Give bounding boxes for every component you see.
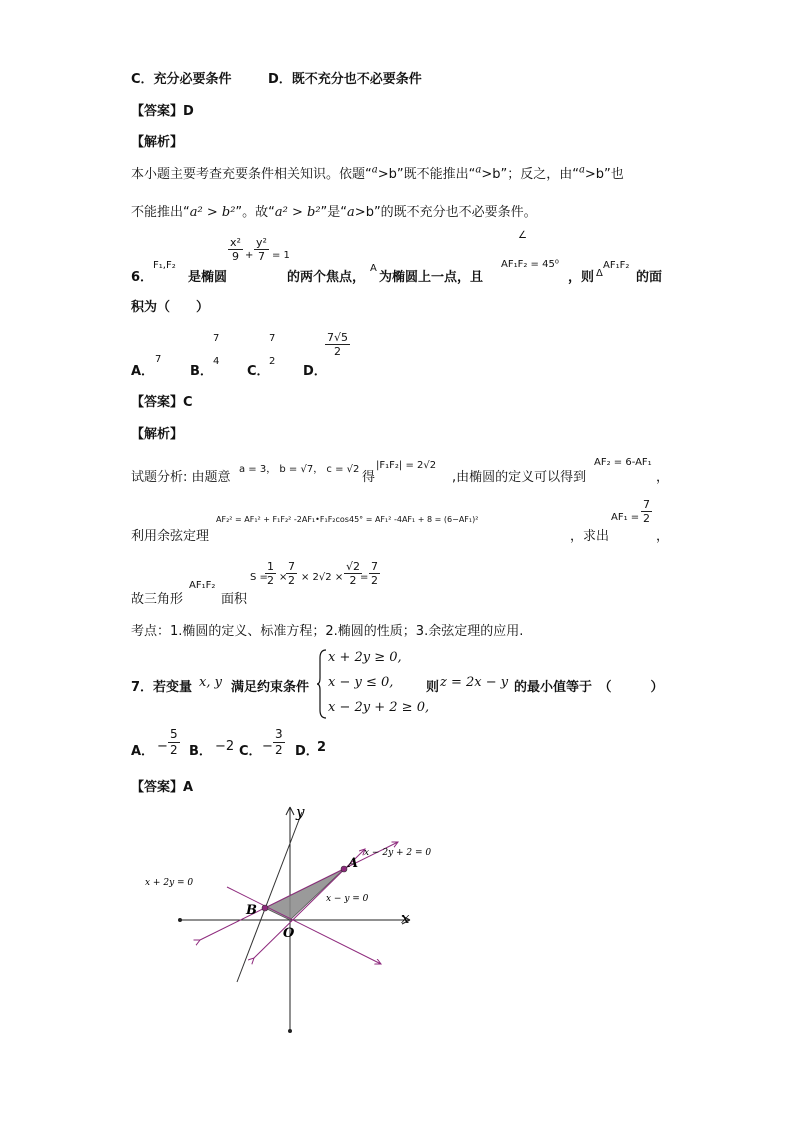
answer-line-3 bbox=[131, 776, 193, 795]
option-c: C．充分必要条件 bbox=[131, 72, 232, 87]
ellipse-y-fraction: $\frac{\text{y²}}{7}$ bbox=[256, 236, 267, 263]
sol-text-1: 试题分析: 由题意 bbox=[131, 470, 231, 485]
q6-text-6: 积为（ ） bbox=[131, 300, 210, 315]
explanation-line-1 bbox=[131, 163, 624, 182]
expl-text: >b”的既不充分也不必要条件。 bbox=[354, 205, 537, 220]
sol-text-6: 故三角形 bbox=[131, 592, 184, 607]
q6-number: 6． bbox=[131, 270, 154, 285]
q6-option-b-num: 7 bbox=[213, 333, 220, 344]
q7-text-3: 的最小值等于 （ ） bbox=[514, 680, 664, 695]
q6-option-d-label: D． bbox=[303, 364, 327, 379]
line1-label: x − 2y + 2 = 0 bbox=[364, 848, 432, 858]
q6-option-c-den: 2 bbox=[269, 356, 276, 367]
origin-label: O bbox=[283, 926, 295, 941]
expl-text: 本小题主要考查充要条件相关知识。依题“ bbox=[131, 167, 372, 182]
sol-frac-2: $\frac{7}{2}$ bbox=[288, 560, 295, 587]
x-axis-start-dot bbox=[178, 918, 182, 922]
answer-value: A bbox=[183, 780, 194, 795]
q7-option-a-fraction: $\frac{5}{2}$ bbox=[170, 727, 178, 757]
answer-label: 【答案】 bbox=[131, 395, 184, 410]
sol-given: a = 3， b = √7， c = √2 bbox=[239, 464, 360, 475]
ellipse-x-fraction: $\frac{\text{x²}}{9}$ bbox=[230, 236, 241, 263]
q6-text-5: 的面 bbox=[636, 270, 663, 285]
answer-value: C bbox=[183, 395, 193, 410]
q7-vars: x, y bbox=[199, 675, 222, 690]
var-a: a bbox=[578, 164, 585, 176]
y-axis-label: y bbox=[296, 803, 305, 821]
angle-expression: AF₁F₂ = 45⁰ bbox=[501, 259, 559, 270]
option-d: D．既不充分也不必要条件 bbox=[268, 72, 422, 87]
ellipse-eq: = 1 bbox=[272, 250, 290, 261]
sol-times-2: × 2√2 × bbox=[301, 572, 344, 583]
q6-option-b-den: 4 bbox=[213, 356, 220, 367]
q7-text-2: 则 bbox=[426, 680, 440, 695]
triangle-expression: AF₁F₂ bbox=[603, 260, 630, 271]
q7-option-c-label: C． bbox=[239, 744, 262, 759]
sol-text-2: 得 bbox=[362, 470, 376, 485]
q6-foci: F₁,F₂ bbox=[153, 260, 176, 271]
point-b-label: B bbox=[246, 903, 257, 918]
q7-option-b-value: −2 bbox=[215, 739, 235, 754]
answer-line-1 bbox=[131, 100, 194, 119]
kaodian: 考点：1.椭圆的定义、标准方程；2.椭圆的性质；3.余弦定理的应用. bbox=[131, 624, 524, 639]
q7-objective: z = 2x − y bbox=[440, 675, 509, 690]
expl-text: 不能推出“ bbox=[131, 205, 190, 220]
constraint-1: x + 2y ≥ 0, bbox=[328, 650, 402, 665]
constraint-3: x − 2y + 2 ≥ 0, bbox=[328, 700, 430, 715]
sol-af1-fraction: $\frac{7}{2}$ bbox=[643, 498, 650, 525]
point-b-dot bbox=[262, 905, 268, 911]
sol-text-5: ，求出 bbox=[570, 529, 610, 544]
q6-text-2: 的两个焦点， bbox=[287, 270, 366, 285]
sol-af1: AF₁ = bbox=[611, 512, 640, 523]
constraint-2: x − y ≤ 0, bbox=[328, 675, 394, 690]
sol-text-4: 利用余弦定理 bbox=[131, 529, 210, 544]
y-axis-end-dot bbox=[288, 1029, 292, 1033]
sol-equals: = bbox=[360, 572, 369, 583]
q7-option-a-sign: − bbox=[157, 739, 168, 754]
q7-option-c-fraction: $\frac{3}{2}$ bbox=[275, 727, 283, 757]
var-a: a bbox=[371, 164, 378, 176]
expl-text: >b”；反之，由“ bbox=[481, 167, 579, 182]
sol-comma-2: ， bbox=[656, 529, 670, 544]
point-a-dot bbox=[341, 866, 347, 872]
x-axis-label: x bbox=[401, 909, 410, 927]
sol-times-1: × bbox=[279, 572, 288, 583]
answer-label: 【答案】 bbox=[131, 104, 184, 119]
plus-sign: + bbox=[245, 250, 254, 261]
q6-option-c-label: C． bbox=[247, 364, 270, 379]
q6-option-a-label: A． bbox=[131, 364, 155, 379]
angle-symbol: ∠ bbox=[518, 230, 527, 241]
q6-option-c-num: 7 bbox=[269, 333, 276, 344]
answer-line-2 bbox=[131, 391, 193, 410]
analysis-label-2: 【解析】 bbox=[131, 427, 184, 442]
q6-option-a-value: 7 bbox=[155, 354, 162, 365]
var-a: a bbox=[475, 164, 482, 176]
q6-text-1: 是椭圆 bbox=[188, 270, 228, 285]
sol-frac-4: $\frac{7}{2}$ bbox=[371, 560, 378, 587]
q7-text-1: 满足约束条件 bbox=[231, 680, 310, 695]
sol-cosine-law: AF₂² = AF₁² + F₁F₂² -2AF₁•F₁F₂cos45° = AF₁² -4AF₁ + 8 = (6−AF₁)² bbox=[216, 515, 479, 524]
q7-number: 7．若变量 bbox=[131, 680, 193, 695]
sol-text-7: 面积 bbox=[221, 592, 248, 607]
q6-text-3: 为椭圆上一点，且 bbox=[379, 270, 484, 285]
expl-text: >b”也 bbox=[584, 167, 624, 182]
q6-text-4: ，则 bbox=[568, 270, 595, 285]
sol-frac-1: $\frac{1}{2}$ bbox=[267, 560, 274, 587]
sol-triangle: AF₁F₂ bbox=[189, 580, 216, 591]
analysis-label-1: 【解析】 bbox=[131, 135, 184, 150]
expl-text: ”是“ bbox=[320, 205, 348, 220]
expr-a2b2: a² > b² bbox=[274, 205, 321, 220]
expl-text: >b”既不能推出“ bbox=[377, 167, 476, 182]
line3-label: x − y = 0 bbox=[326, 894, 369, 904]
feasible-region-graph bbox=[130, 795, 450, 1045]
triangle-symbol: Δ bbox=[596, 268, 603, 279]
answer-label: 【答案】 bbox=[131, 780, 184, 795]
point-a-label: A bbox=[348, 856, 359, 871]
line2-label: x + 2y = 0 bbox=[145, 878, 194, 888]
q7-option-a-label: A． bbox=[131, 744, 155, 759]
sol-definition: AF₂ = 6-AF₁ bbox=[594, 457, 652, 468]
sol-comma-1: ， bbox=[656, 470, 670, 485]
sol-text-3: ,由椭圆的定义可以得到 bbox=[452, 470, 587, 485]
q7-option-d-value: 2 bbox=[317, 740, 327, 755]
q7-option-b-label: B． bbox=[189, 744, 212, 759]
answer-value: D bbox=[183, 104, 194, 119]
explanation-line-2 bbox=[131, 201, 537, 220]
q7-option-c-sign: − bbox=[262, 739, 273, 754]
q6-option-d-fraction: $\frac{7√5}{2}$ bbox=[327, 331, 349, 358]
expr-a2b2: a² > b² bbox=[189, 205, 236, 220]
point-a: A bbox=[370, 263, 377, 274]
expl-text: ”。故“ bbox=[235, 205, 275, 220]
q6-option-b-label: B． bbox=[190, 364, 213, 379]
var-a: a bbox=[347, 205, 355, 220]
sol-focal-distance: |F₁F₂| = 2√2 bbox=[376, 460, 437, 471]
sol-frac-3: $\frac{√2}{2}$ bbox=[346, 560, 361, 587]
q7-option-d-label: D． bbox=[295, 744, 319, 759]
sol-area-s: S = bbox=[250, 572, 268, 583]
brace-icon bbox=[316, 648, 328, 720]
